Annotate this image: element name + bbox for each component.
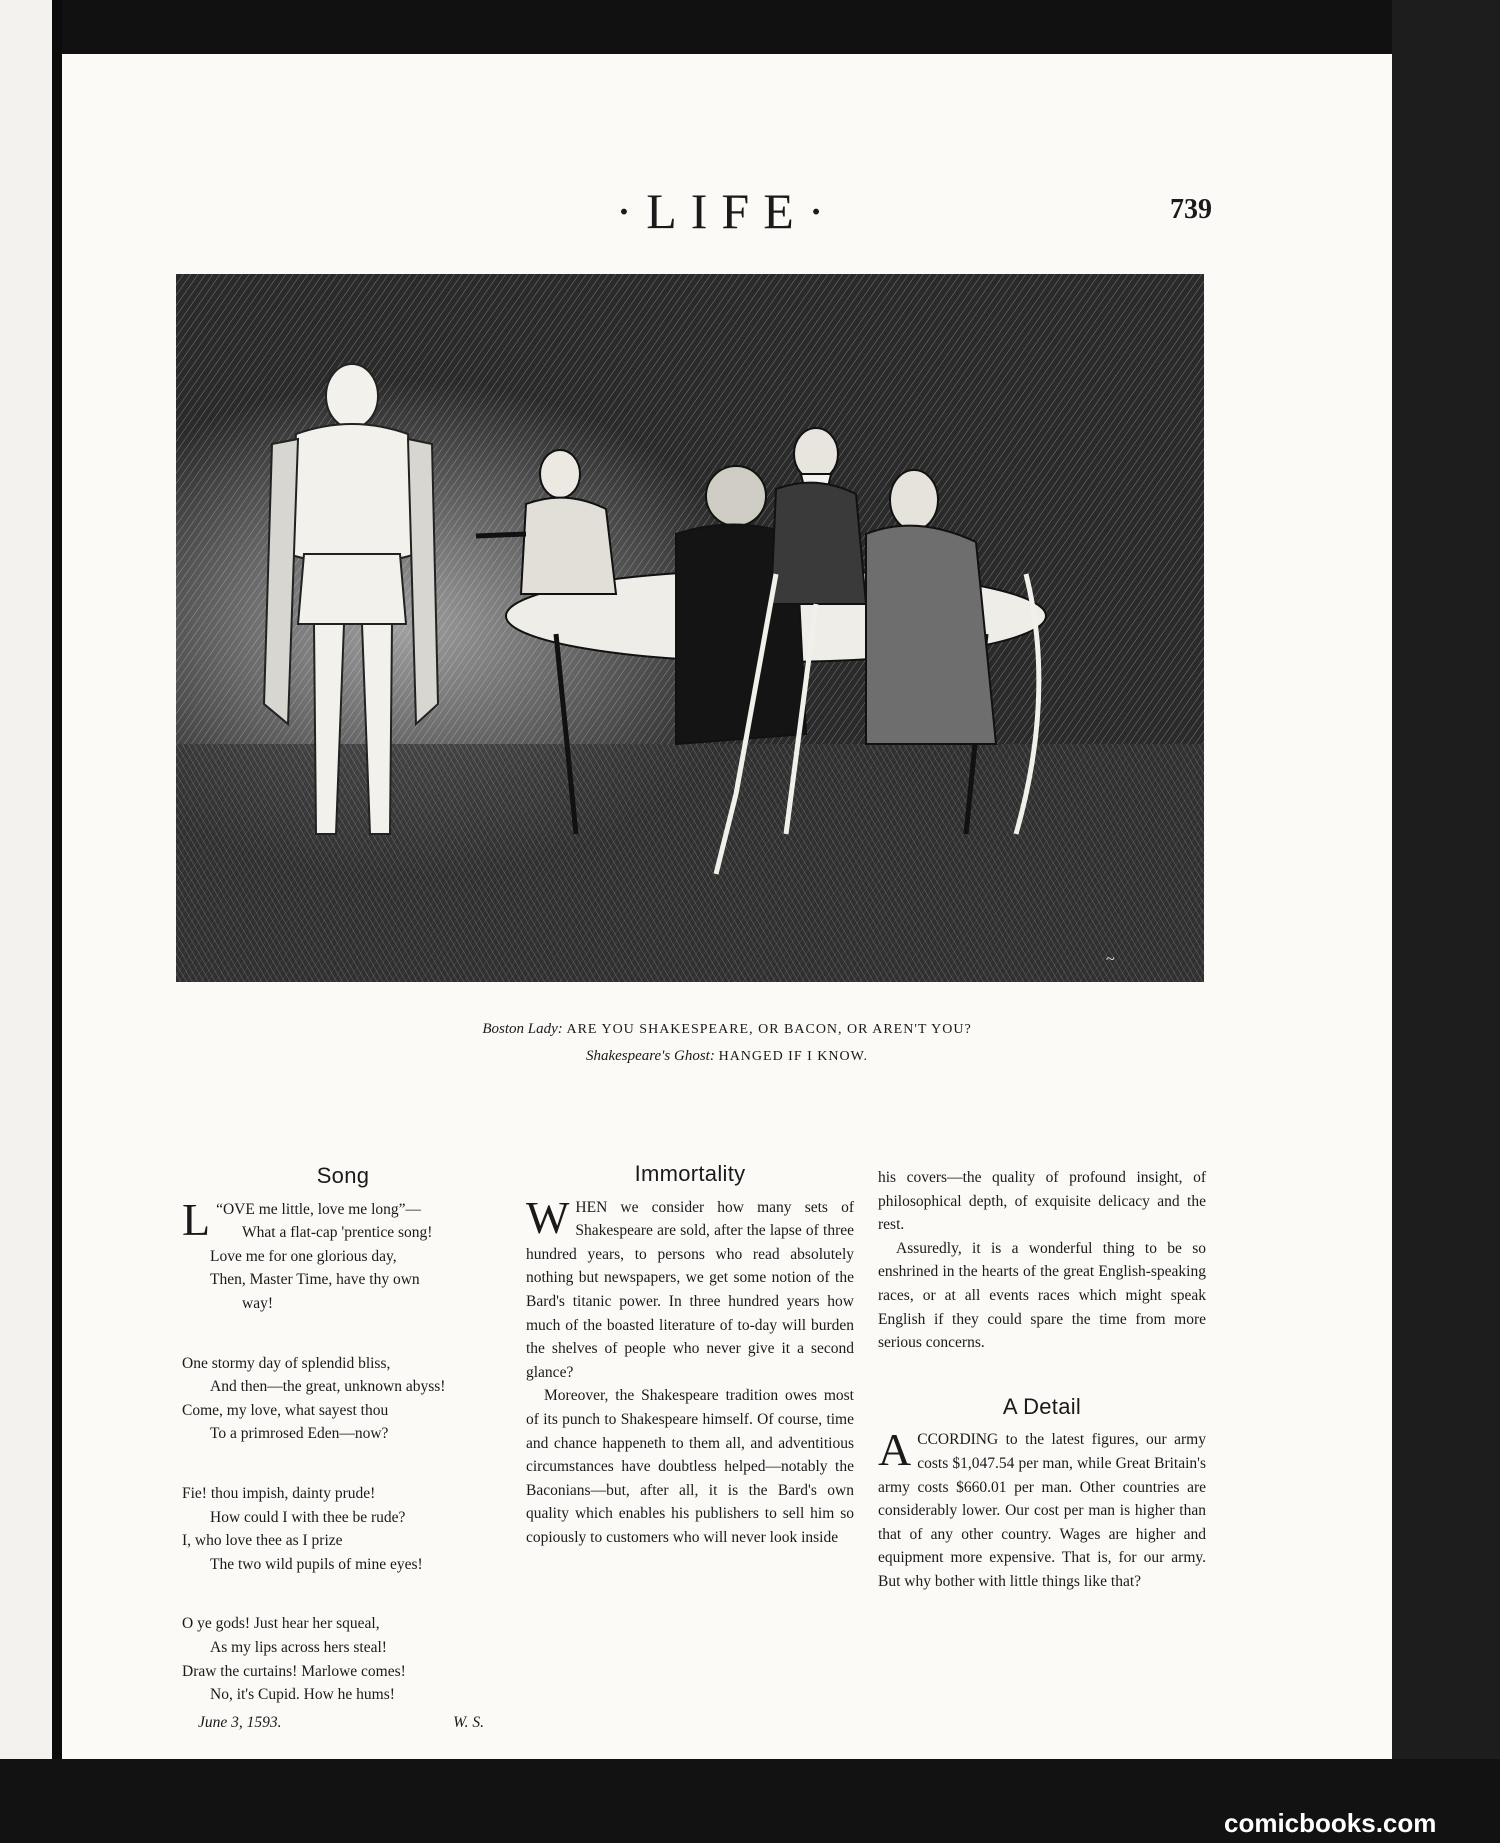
poem-line: As my lips across hers steal! — [210, 1638, 387, 1656]
masthead-title: ·LIFE· — [615, 183, 839, 239]
poem-line: L “OVE me little, love me long”— — [182, 1193, 421, 1245]
poem-line: One stormy day of splendid bliss, — [182, 1354, 391, 1372]
immortality-paragraph-3: Assuredly, it is a wonderful thing to be so enshrined in the hearts of the great English-speaking races, or at all events races which might speak English if they could spare the time from more serious concerns. — [878, 1239, 1206, 1352]
immortality-title: Immortality — [634, 1161, 746, 1186]
drop-cap: L — [182, 1193, 211, 1245]
poem-line: way! — [242, 1294, 273, 1312]
poem-line: Then, Master Time, have thy own — [210, 1271, 420, 1289]
song-title: Song — [316, 1163, 370, 1188]
artist-signature: ~ — [1106, 951, 1115, 968]
detail-title: A Detail — [1002, 1393, 1082, 1419]
immortality-paragraph-2: Moreover, the Shakespeare tradition owes most of its punch to Shakespeare himself. Of course, time and chance happeneth to them all, and adventitious circumstances have doubtless helped—notably the Baconians—but, after all, it is the Bard's own quality which enables his publishers to sell him so copiously to customers who will never look inside — [526, 1387, 854, 1546]
poem-line: Love me for one glorious day, — [210, 1247, 397, 1265]
song-stanza-1 — [182, 1193, 504, 1316]
magazine-page — [62, 54, 1392, 1759]
caption-speaker-2: Shakespeare's Ghost: — [585, 1048, 715, 1064]
watermark-text: comicbooks.com — [1224, 1808, 1437, 1838]
immortality-paragraph-2-continued: his covers—the quality of profound insight, of philosophical depth, of exquisite delicacy and the rest. — [878, 1169, 1206, 1234]
poem-line: What a flat-cap 'prentice song! — [242, 1224, 433, 1242]
song-signature: W. S. — [453, 1713, 484, 1731]
scan-background-right — [1392, 0, 1500, 1843]
song-signature-line — [182, 1711, 504, 1735]
caption-speaker-1: Boston Lady: — [482, 1021, 563, 1037]
poem-line: Fie! thou impish, dainty prude! — [182, 1484, 376, 1502]
immortality-paragraph-1: WHEN we consider how many sets of Shakespeare are sold, after the lapse of three hundred years, to persons who read absolutely nothing but newspapers, we get some notion of the Bard's titanic power. In three hundred years how much of the boasted literature of to-day will burden the shelves of people who never give it a second glance? — [526, 1191, 854, 1381]
poem-line: And then—the great, unknown abyss! — [210, 1378, 446, 1396]
caption-text-1: ARE YOU SHAKESPEARE, OR BACON, OR AREN'T YOU? — [566, 1022, 972, 1037]
poem-line: No, it's Cupid. How he hums! — [210, 1686, 395, 1704]
poem-line: To a primrosed Eden—now? — [210, 1425, 389, 1443]
poem-line: The two wild pupils of mine eyes! — [210, 1555, 423, 1573]
seance-cartoon-illustration — [176, 274, 1204, 982]
poem-line: How could I with thee be rude? — [210, 1508, 406, 1526]
song-date: June 3, 1593. — [198, 1713, 282, 1731]
third-column — [878, 1166, 1206, 1594]
immortality-column — [526, 1162, 854, 1550]
caption-text-2: HANGED IF I KNOW. — [718, 1049, 869, 1064]
song-stanza-4 — [182, 1612, 504, 1706]
binding-gutter — [52, 0, 62, 1843]
cartoon-caption — [162, 1016, 1292, 1070]
page-number: 739 — [1170, 194, 1212, 225]
poem-line: I, who love thee as I prize — [182, 1532, 343, 1550]
poem-line: Come, my love, what sayest thou — [182, 1401, 389, 1419]
poem-line: O ye gods! Just hear her squeal, — [182, 1615, 380, 1633]
song-column — [182, 1164, 504, 1734]
drop-cap: W — [526, 1191, 570, 1243]
poem-line: Draw the curtains! Marlowe comes! — [182, 1662, 406, 1680]
song-stanza-3 — [182, 1482, 504, 1576]
song-stanza-2 — [182, 1352, 504, 1446]
drop-cap: A — [878, 1424, 912, 1476]
detail-paragraph: ACCORDING to the latest figures, our army costs $1,047.54 per man, while Great Britain's army costs $660.01 per man. Other countries are considerably lower. Our cost per man is higher than that of any other country. Wages are higher and equipment more expensive. That is, for our army. But why bother with little things like that? — [878, 1424, 1206, 1590]
